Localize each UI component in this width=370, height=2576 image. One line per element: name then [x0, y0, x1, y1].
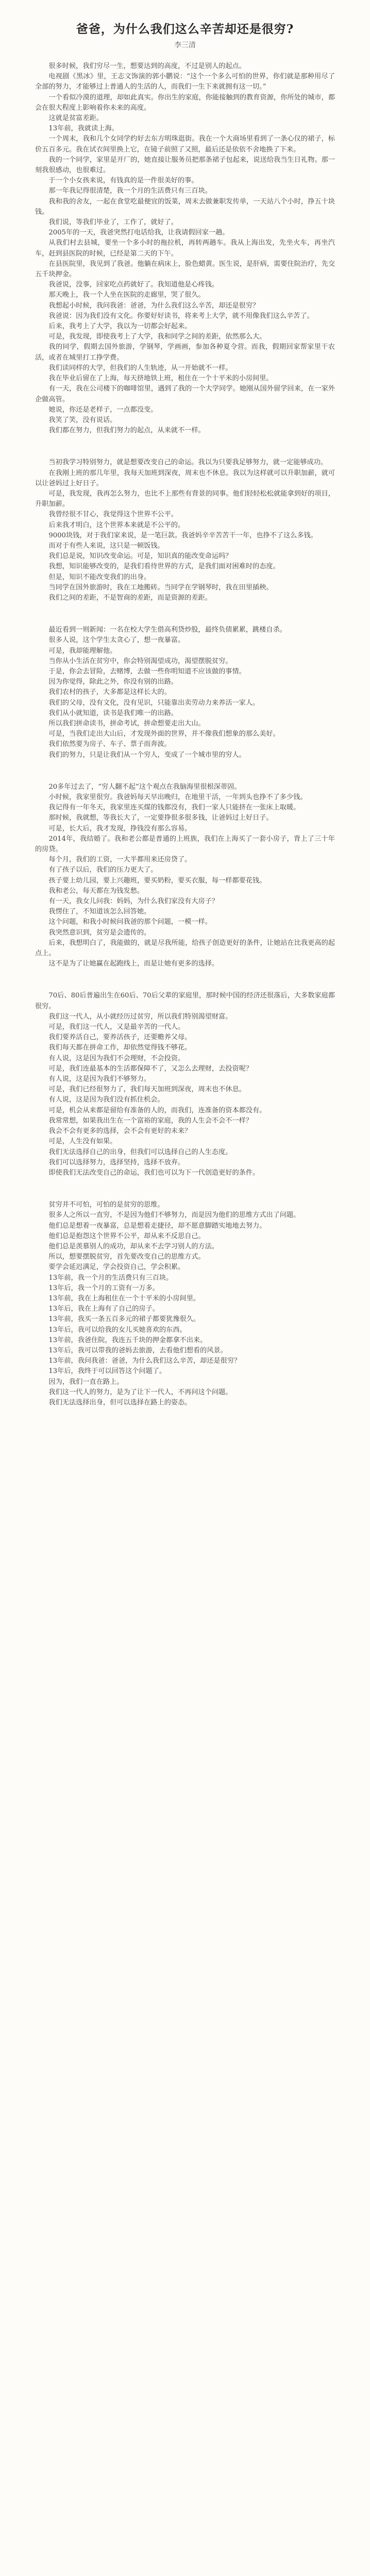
paragraph: 他们总是抱怨这个世界不公平，却从来不反思自己。 [48, 1232, 205, 1240]
paragraph: 我们都在努力，但我们努力的起点，从来就不一样。 [48, 427, 205, 435]
paragraph: 我们总是说，知识改变命运。可是，知识真的能改变命运吗？ [48, 552, 232, 561]
paragraph: 可是，我们这一代人，又是最辛苦的一代人。 [48, 1023, 185, 1031]
paragraph: 我们这一代人的努力，是为了让下一代人，不再问这个问题。 [48, 1388, 232, 1396]
paragraph: 我突然意识到，贫穷是会遗传的。 [48, 928, 151, 937]
paragraph: 13年前，我买一条五百多元的裙子都要犹豫很久。 [48, 1315, 200, 1324]
paragraph: 有人说，这是因为我们不够努力。 [48, 1075, 151, 1083]
article-section [35, 457, 335, 603]
paragraph: 我们这一代人，从小就经历过贫穷，所以我们特别渴望财富。 [48, 1012, 232, 1021]
paragraph: 13年前，我爸住院，我连五千块的押金都拿不出来。 [48, 1336, 207, 1344]
article-section [35, 782, 335, 970]
paragraph: 从我们村去县城，要坐一个多小时的拖拉机，再转两趟车。我从上海出发，先坐火车，再坐汽车，赶到县医院的时候，已经是第二天的下午。 [35, 239, 335, 258]
article-section [35, 625, 335, 760]
paragraph: 贫穷并不可怕，可怕的是贫穷的思维。 [48, 1201, 164, 1209]
paragraph: 我常常想，如果我出生在一个富裕的家庭，我的人生会不会不一样？ [48, 1116, 253, 1125]
paragraph: 13年后，我一个月的工资有一万多。 [48, 1284, 159, 1292]
paragraph: 当初我学习特别努力，就是想要改变自己的命运。我以为只要我足够努力，就一定能够成功。 [48, 459, 328, 467]
paragraph: 我们无法选择出身，但可以选择在路上的姿态。 [48, 1398, 192, 1406]
section-divider [35, 436, 335, 457]
paragraph: 13年后，我可以带我的爸妈去旅游，去看他们想看的风景。 [48, 1346, 227, 1354]
paragraph: 他们总是羡慕别人的成功，却从来不去学习别人的方法。 [48, 1242, 219, 1250]
paragraph: 每个月，我们的工资，一大半都用来还房贷了。 [48, 856, 192, 864]
paragraph: 这就是贫富差距。 [48, 114, 103, 123]
article-body [35, 61, 335, 1408]
paragraph: 13年前，我一个月的生活费只有三百块。 [48, 1274, 173, 1282]
paragraph: 70后、80后普遍出生在60后、70后父辈的家庭里，那时候中国的经济还很落后，大多数家庭都很穷。 [35, 992, 335, 1010]
paragraph: 可是，我发现，即使我考上了大学，我和同学之间的差距，依然那么大。 [48, 333, 266, 341]
paragraph: 我们的努力，只是让我们从一个穷人，变成了一个城市里的穷人。 [48, 751, 246, 759]
paragraph: 可是，机会从来都是留给有准备的人的，而我们，连准备的资本都没有。 [48, 1106, 266, 1114]
paragraph: 当你从小生活在贫穷中，你会特别渴望成功，渴望摆脱贫穷。 [48, 657, 232, 665]
paragraph: 所以我们拼命读书，拼命考试，拼命想要走出大山。 [48, 719, 205, 727]
paragraph: 后来，我考上了大学，我以为一切都会好起来。 [48, 323, 192, 331]
paragraph: 我们说，等我们毕业了，工作了，就好了。 [48, 218, 178, 227]
paragraph: 我和我的舍友，一起在食堂吃最便宜的饭菜，周末去做兼职发传单，一天站八个小时，挣五十块钱。 [35, 197, 335, 216]
article-section [35, 1200, 335, 1408]
paragraph: 我们无法选择自己的出身，但我们可以选择自己的人生态度。 [48, 1148, 232, 1156]
article-author: 李三清 [174, 41, 196, 49]
article-section [35, 991, 335, 1178]
paragraph: 可是，我发现，我再怎么努力，也比不上那些有背景的同事。他们轻轻松松就能拿到好的项目，升职加薪。 [35, 489, 335, 509]
paragraph: 我们要养活自己，要养活孩子，还要赡养父母。 [48, 1033, 192, 1042]
paragraph: 我在毕业后留在了上海，每天挤地铁上班，租住在一个十平米的小房间里。 [48, 375, 273, 383]
paragraph: 有一天，我女儿问我：妈妈，为什么我们家没有大房子？ [48, 897, 219, 906]
paragraph: 我们农村的孩子，大多都是这样长大的。 [48, 688, 171, 697]
paragraph: 因为你觉得，除此之外，你没有别的出路。 [48, 678, 178, 686]
paragraph: 于一个小女孩来说，有钱真的是一件很美好的事。 [48, 177, 198, 185]
paragraph: 因为，我们一直在路上。 [48, 1378, 124, 1386]
paragraph: 20多年过去了，“穷人翻不起”这个观点在我脑海里很根深蒂固。 [48, 783, 241, 791]
paragraph: 我们依然要为房子、车子、票子而奔波。 [48, 740, 171, 749]
paragraph: 而对于有些人来说，这只是一顿饭钱。 [48, 541, 164, 550]
section-divider [35, 603, 335, 625]
paragraph: 有了孩子以后，我们的压力更大了。 [48, 866, 158, 874]
paragraph: 13年后，我终于可以回答这个问题了。 [48, 1367, 166, 1376]
paragraph: 我们每天都在拼命工作，却依然觉得钱不够花。 [48, 1044, 192, 1052]
paragraph: 很多人说，这个学生太贪心了，想一夜暴富。 [48, 636, 185, 645]
paragraph: 9000块钱，对于我们家来说，是一笔巨款。我爸妈辛辛苦苦干一年，也挣不了这么多钱。 [48, 531, 317, 539]
paragraph: 很多时候，我们穷尽一生，想要达到的高度，不过是别人的起点。 [48, 62, 246, 70]
paragraph: 电视剧《黑冰》里，王志文饰演的郭小鹏说：“这个一个多么可怕的世界，你们就是那种用尽了全部的努力，才能够过上普通人的生活的人，而我们一生下来就拥有这一切。” [35, 73, 335, 91]
paragraph: 可是，长大后，我才发现，挣钱没有那么容易。 [48, 824, 192, 833]
paragraph: 即使我们无法改变自己的命运，我们也可以为下一代创造更好的条件。 [48, 1168, 260, 1177]
paragraph: 这个问题，和我小时候问我爸的那个问题，一模一样。 [48, 918, 212, 926]
paragraph: 我爸说，没事，回家吃点药就好了。我知道他是心疼钱。 [48, 281, 219, 289]
paragraph: 这不是为了让她赢在起跑线上，而是让她有更多的选择。 [48, 960, 219, 968]
section-divider [35, 1178, 335, 1200]
paragraph: 我笑了笑，没有说话。 [48, 416, 117, 424]
paragraph: 他们总是想着一夜暴富，总是想着走捷径，却不愿意脚踏实地地去努力。 [48, 1222, 266, 1230]
paragraph: 当同学在国外旅游时，我在工地搬砖。当同学在学钢琴时，我在田里插秧。 [48, 583, 273, 591]
section-divider [35, 969, 335, 991]
paragraph: 在我刚上班的那几年里，我每天加班到深夜，周末也不休息。我以为这样就可以升职加薪，就可以让爸妈过上好日子。 [35, 469, 335, 487]
paragraph: 那时候，我就想，等我长大了，一定要挣很多很多钱，让爸妈过上好日子。 [48, 814, 273, 822]
paragraph: 我和老公，每天都在为钱发愁。 [48, 887, 144, 895]
paragraph: 我想，知识能够改变的，是我们看待世界的方式，是我们面对困难时的态度。 [48, 563, 280, 571]
paragraph: 13年后，我在上海有了自己的房子。 [48, 1305, 159, 1313]
paragraph: 可是，我们连最基本的生活都保障不了，又怎么去理财，去投资呢？ [48, 1064, 253, 1073]
paragraph: 可是，我却能理解他。 [48, 647, 117, 655]
paragraph: 我们从小就知道，读书是我们唯一的出路。 [48, 709, 178, 717]
paragraph: 可是，人生没有如果。 [48, 1138, 117, 1146]
paragraph: 小时候，我家里很穷。我爸妈每天早出晚归，在地里干活，一年到头也挣不了多少钱。 [48, 793, 307, 801]
paragraph: 13年前，我问我爸：爸爸，为什么我们这么辛苦，却还是很穷？ [48, 1357, 241, 1365]
paragraph: 有人说，这是因为我们不会理财，不会投资。 [48, 1054, 185, 1062]
paragraph: 我愣住了，不知道该怎么回答她。 [48, 908, 151, 916]
paragraph: 那天晚上，我一个人坐在医院的走廊里，哭了很久。 [48, 291, 205, 299]
paragraph: 后来我才明白，这个世界本来就是不公平的。 [48, 521, 185, 529]
paragraph: 我们可以选择努力，选择坚持，选择不放弃。 [48, 1158, 185, 1166]
paragraph: 我会不会有更多的选择，会不会有更好的未来？ [48, 1127, 192, 1136]
paragraph: 孩子要上幼儿园，要上兴趣班，要买奶粉，要买衣服，每一样都要花钱。 [48, 876, 266, 885]
paragraph: 于是，你会去冒险，去赌博，去做一些你明知道不应该做的事情。 [48, 667, 246, 675]
paragraph: 有人说，这是因为我们没有抓住机会。 [48, 1096, 164, 1104]
paragraph: 有一天，我在公司楼下的咖啡馆里，遇到了我的一个大学同学。她刚从国外留学回来，在一家外企做高管。 [35, 385, 335, 403]
paragraph: 在县医院里，我见到了我爸。他躺在病床上，脸色蜡黄。医生说，是肝病，需要住院治疗，先交五千块押金。 [35, 260, 335, 279]
paragraph: 最近看到一则新闻：一名在校大学生借高利贷炒股，最终负债累累，跳楼自杀。 [48, 626, 287, 634]
paragraph: 我的同学，假期去国外旅游，学钢琴，学画画，参加各种夏令营。而我，假期回家帮家里干农活，或者在城里打工挣学费。 [35, 343, 335, 362]
paragraph: 我们的父母，没有文化，没有见识，只能靠出卖劳动力来养活一家人。 [48, 699, 260, 707]
paragraph: 一个看似冷漠的道理，却如此真实。你出生的家庭，你能接触到的教育资源，你所处的城市，都会在很大程度上影响着你未来的高度。 [35, 93, 335, 112]
paragraph: 我记得有一年冬天，我家里连买煤的钱都没有，我们一家人只能挤在一张床上取暖。 [48, 804, 300, 812]
paragraph: 她说，你还是老样子，一点都没变。 [48, 405, 158, 414]
paragraph: 2005年的一天，我爸突然打电话给我，让我请假回家一趟。 [48, 229, 229, 237]
paragraph: 13年后，我可以给我的女儿买她喜欢的东西。 [48, 1326, 187, 1334]
paragraph: 一个周末，我和几个女同学约好去东方明珠逛街。我在一个大商场里看到了一条心仪的裙子，标价五百多元。我在试衣间里换上它，在镜子前照了又照，最后还是依依不舍地换了下来。 [35, 135, 335, 154]
paragraph: 我想起小时候，我问我爸：爸爸，为什么我们这么辛苦，却还是很穷？ [48, 301, 260, 310]
paragraph: 很多人之所以一直穷，不是因为他们不够努力，而是因为他们的思维方式出了问题。 [48, 1211, 300, 1219]
paragraph: 我们之间的差距，不是智商的差距，而是资源的差距。 [48, 594, 212, 602]
paragraph: 但是，知识不能改变我们的出身。 [48, 573, 151, 581]
paragraph: 后来，我想明白了，我能做的，就是尽我所能，给孩子创造更好的条件，让她站在比我更高的起点上。 [35, 939, 335, 958]
paragraph: 那一年我记得很清楚，我一个月的生活费只有三百块。 [48, 187, 212, 195]
paragraph: 13年前，我在上海租住在一个十平米的小房间里。 [48, 1294, 200, 1302]
paragraph: 我的一个同学，家里是开厂的，她直接让服务员把那条裙子包起来，说送给我当生日礼物。那一刻我很感动，也很难过。 [35, 156, 335, 175]
article-section [35, 61, 335, 436]
paragraph: 可是，我们已经很努力了，我们每天加班到深夜，周末也不休息。 [48, 1086, 246, 1094]
article-title: 爸爸，为什么我们这么辛苦却还是很穷? [76, 22, 294, 36]
paragraph: 所以，想要摆脱贫穷，首先要改变自己的思维方式。 [48, 1253, 205, 1261]
paragraph: 我爸说：因为我们没有文化。你要好好读书，将来考上大学，就不用像我们这么辛苦了。 [48, 312, 314, 320]
paragraph: 我曾经很不甘心，我觉得这个世界不公平。 [48, 511, 178, 519]
paragraph: 13年前，我就读上海。 [48, 125, 119, 133]
paragraph: 要学会延迟满足，学会投资自己，学会积累。 [48, 1263, 185, 1272]
paragraph: 可是，当我们走出大山后，才发现外面的世界，并不像我们想象的那么美好。 [48, 730, 280, 738]
section-divider [35, 760, 335, 782]
paragraph: 2014年，我结婚了。我和老公都是普通的上班族，我们在上海买了一套小房子，背上了三十年的房贷。 [35, 835, 335, 854]
paragraph: 我们读同样的大学，但我们的人生轨迹，从一开始就不一样。 [48, 364, 232, 372]
